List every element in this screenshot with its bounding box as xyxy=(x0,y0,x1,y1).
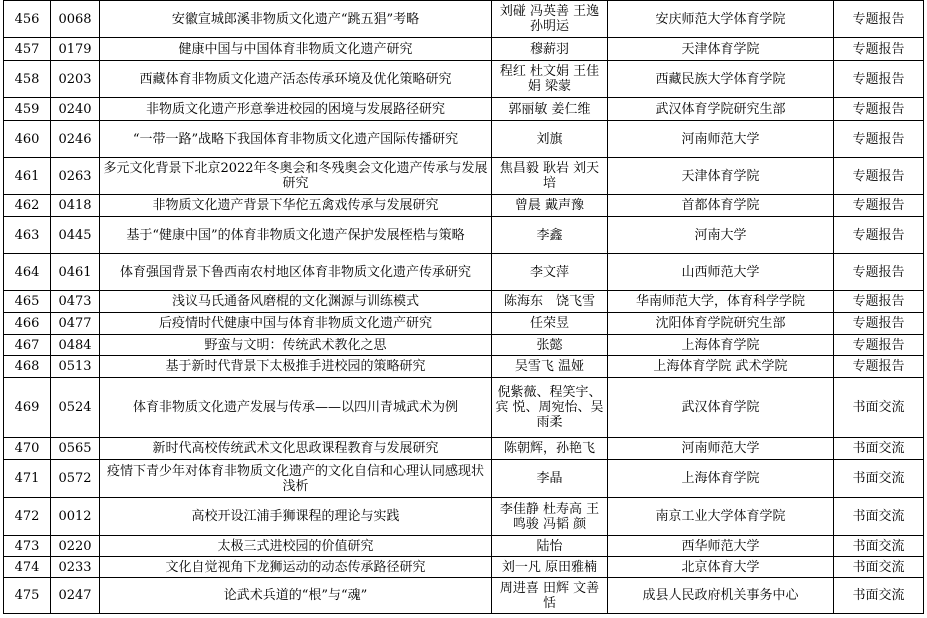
seq-cell: 460 xyxy=(4,121,51,158)
table-row xyxy=(4,536,924,557)
table-row xyxy=(4,158,924,195)
authors-cell: 陆怡 xyxy=(492,536,608,557)
title-cell: 论武术兵道的“根”与“魂” xyxy=(100,578,492,614)
authors-cell: 程红 杜文娟 王佳娟 梁蒙 xyxy=(492,61,608,98)
type-cell: 专题报告 xyxy=(834,313,924,335)
type-cell: 专题报告 xyxy=(834,98,924,121)
title-cell: 浅议马氏通备风磨棍的文化渊源与训练模式 xyxy=(100,291,492,313)
authors-cell: 刘一凡 原田雅楠 xyxy=(492,557,608,578)
code-cell: 0203 xyxy=(51,61,100,98)
title-cell: 非物质文化遗产形意拳进校园的困境与发展路径研究 xyxy=(100,98,492,121)
unit-cell: 河南师范大学 xyxy=(608,121,834,158)
title-cell: 高校开设江浦手狮课程的理论与实践 xyxy=(100,498,492,536)
title-cell: 后疫情时代健康中国与体育非物质文化遗产研究 xyxy=(100,313,492,335)
type-cell: 专题报告 xyxy=(834,61,924,98)
seq-cell: 470 xyxy=(4,438,51,460)
table-row xyxy=(4,356,924,378)
unit-cell: 安庆师范大学体育学院 xyxy=(608,1,834,38)
type-cell: 专题报告 xyxy=(834,254,924,291)
title-cell: 健康中国与中国体育非物质文化遗产研究 xyxy=(100,38,492,61)
authors-cell: 倪紫薇、程笑宇、宾 悦、周宛怡、吴雨柔 xyxy=(492,378,608,438)
unit-cell: 上海体育学院 xyxy=(608,460,834,498)
table-row xyxy=(4,291,924,313)
table-row xyxy=(4,378,924,438)
title-cell: 文化自觉视角下龙狮运动的动态传承路径研究 xyxy=(100,557,492,578)
unit-cell: 沈阳体育学院研究生部 xyxy=(608,313,834,335)
type-cell: 书面交流 xyxy=(834,578,924,614)
type-cell: 专题报告 xyxy=(834,291,924,313)
type-cell: 专题报告 xyxy=(834,195,924,217)
type-cell: 专题报告 xyxy=(834,356,924,378)
code-cell: 0220 xyxy=(51,536,100,557)
code-cell: 0418 xyxy=(51,195,100,217)
seq-cell: 464 xyxy=(4,254,51,291)
code-cell: 0240 xyxy=(51,98,100,121)
table-row xyxy=(4,498,924,536)
title-cell: 野蛮与文明：传统武术教化之思 xyxy=(100,335,492,356)
authors-cell: 李晶 xyxy=(492,460,608,498)
type-cell: 专题报告 xyxy=(834,1,924,38)
unit-cell: 西华师范大学 xyxy=(608,536,834,557)
authors-cell: 吴雪飞 温娅 xyxy=(492,356,608,378)
authors-cell: 李文萍 xyxy=(492,254,608,291)
table-row xyxy=(4,195,924,217)
authors-cell: 刘碰 冯英善 王逸 孙明运 xyxy=(492,1,608,38)
seq-cell: 469 xyxy=(4,378,51,438)
authors-cell: 任荣昱 xyxy=(492,313,608,335)
unit-cell: 武汉体育学院 xyxy=(608,378,834,438)
code-cell: 0246 xyxy=(51,121,100,158)
seq-cell: 457 xyxy=(4,38,51,61)
title-cell: “一带一路”战略下我国体育非物质文化遗产国际传播研究 xyxy=(100,121,492,158)
code-cell: 0473 xyxy=(51,291,100,313)
unit-cell: 河南大学 xyxy=(608,217,834,254)
type-cell: 书面交流 xyxy=(834,557,924,578)
unit-cell: 天津体育学院 xyxy=(608,38,834,61)
type-cell: 书面交流 xyxy=(834,438,924,460)
authors-cell: 陈朝辉，孙艳飞 xyxy=(492,438,608,460)
type-cell: 专题报告 xyxy=(834,38,924,61)
type-cell: 专题报告 xyxy=(834,121,924,158)
table-row xyxy=(4,557,924,578)
table-row xyxy=(4,335,924,356)
authors-cell: 穆薪羽 xyxy=(492,38,608,61)
authors-cell: 李鑫 xyxy=(492,217,608,254)
unit-cell: 上海体育学院 武术学院 xyxy=(608,356,834,378)
unit-cell: 武汉体育学院研究生部 xyxy=(608,98,834,121)
code-cell: 0477 xyxy=(51,313,100,335)
seq-cell: 462 xyxy=(4,195,51,217)
title-cell: 体育非物质文化遗产发展与传承——以四川青城武术为例 xyxy=(100,378,492,438)
unit-cell: 天津体育学院 xyxy=(608,158,834,195)
authors-cell: 李佳静 杜寿高 王鸣骏 冯韬 颜 xyxy=(492,498,608,536)
title-cell: 基于“健康中国”的体育非物质文化遗产保护发展桎梏与策略 xyxy=(100,217,492,254)
code-cell: 0445 xyxy=(51,217,100,254)
title-cell: 疫情下青少年对体育非物质文化遗产的文化自信和心理认同感现状浅析 xyxy=(100,460,492,498)
code-cell: 0179 xyxy=(51,38,100,61)
seq-cell: 468 xyxy=(4,356,51,378)
authors-cell: 周进喜 田辉 文善恬 xyxy=(492,578,608,614)
seq-cell: 475 xyxy=(4,578,51,614)
seq-cell: 459 xyxy=(4,98,51,121)
title-cell: 体育强国背景下鲁西南农村地区体育非物质文化遗产传承研究 xyxy=(100,254,492,291)
seq-cell: 456 xyxy=(4,1,51,38)
title-cell: 安徽宣城郎溪非物质文化遗产“跳五猖”考略 xyxy=(100,1,492,38)
code-cell: 0247 xyxy=(51,578,100,614)
title-cell: 多元文化背景下北京2022年冬奥会和冬残奥会文化遗产传承与发展研究 xyxy=(100,158,492,195)
title-cell: 新时代高校传统武术文化思政课程教育与发展研究 xyxy=(100,438,492,460)
unit-cell: 华南师范大学，体育科学学院 xyxy=(608,291,834,313)
table-row xyxy=(4,121,924,158)
table-row xyxy=(4,217,924,254)
code-cell: 0233 xyxy=(51,557,100,578)
title-cell: 基于新时代背景下太极推手进校园的策略研究 xyxy=(100,356,492,378)
code-cell: 0524 xyxy=(51,378,100,438)
authors-cell: 陈海东 饶飞雪 xyxy=(492,291,608,313)
code-cell: 0068 xyxy=(51,1,100,38)
unit-cell: 山西师范大学 xyxy=(608,254,834,291)
seq-cell: 473 xyxy=(4,536,51,557)
code-cell: 0461 xyxy=(51,254,100,291)
seq-cell: 471 xyxy=(4,460,51,498)
unit-cell: 北京体育大学 xyxy=(608,557,834,578)
type-cell: 书面交流 xyxy=(834,378,924,438)
authors-cell: 曾晨 戴声豫 xyxy=(492,195,608,217)
unit-cell: 成县人民政府机关事务中心 xyxy=(608,578,834,614)
table-row xyxy=(4,460,924,498)
authors-cell: 焦昌毅 耿岩 刘天培 xyxy=(492,158,608,195)
table-row xyxy=(4,578,924,614)
type-cell: 书面交流 xyxy=(834,536,924,557)
table-row xyxy=(4,313,924,335)
unit-cell: 南京工业大学体育学院 xyxy=(608,498,834,536)
code-cell: 0513 xyxy=(51,356,100,378)
code-cell: 0572 xyxy=(51,460,100,498)
type-cell: 书面交流 xyxy=(834,460,924,498)
table-row xyxy=(4,98,924,121)
authors-cell: 郭丽敏 姜仁维 xyxy=(492,98,608,121)
table-row xyxy=(4,1,924,38)
authors-cell: 张懿 xyxy=(492,335,608,356)
seq-cell: 466 xyxy=(4,313,51,335)
authors-cell: 刘旗 xyxy=(492,121,608,158)
type-cell: 专题报告 xyxy=(834,158,924,195)
unit-cell: 河南师范大学 xyxy=(608,438,834,460)
seq-cell: 461 xyxy=(4,158,51,195)
unit-cell: 西藏民族大学体育学院 xyxy=(608,61,834,98)
table-row xyxy=(4,438,924,460)
code-cell: 0012 xyxy=(51,498,100,536)
title-cell: 非物质文化遗产背景下华佗五禽戏传承与发展研究 xyxy=(100,195,492,217)
type-cell: 专题报告 xyxy=(834,335,924,356)
seq-cell: 472 xyxy=(4,498,51,536)
code-cell: 0565 xyxy=(51,438,100,460)
seq-cell: 474 xyxy=(4,557,51,578)
table-row xyxy=(4,38,924,61)
type-cell: 书面交流 xyxy=(834,498,924,536)
paper-list-table xyxy=(3,0,924,614)
unit-cell: 上海体育学院 xyxy=(608,335,834,356)
table-row xyxy=(4,254,924,291)
seq-cell: 463 xyxy=(4,217,51,254)
table-row xyxy=(4,61,924,98)
code-cell: 0263 xyxy=(51,158,100,195)
table-body xyxy=(4,1,924,614)
title-cell: 西藏体育非物质文化遗产活态传承环境及优化策略研究 xyxy=(100,61,492,98)
seq-cell: 467 xyxy=(4,335,51,356)
title-cell: 太极三式进校园的价值研究 xyxy=(100,536,492,557)
unit-cell: 首都体育学院 xyxy=(608,195,834,217)
code-cell: 0484 xyxy=(51,335,100,356)
seq-cell: 458 xyxy=(4,61,51,98)
seq-cell: 465 xyxy=(4,291,51,313)
type-cell: 专题报告 xyxy=(834,217,924,254)
